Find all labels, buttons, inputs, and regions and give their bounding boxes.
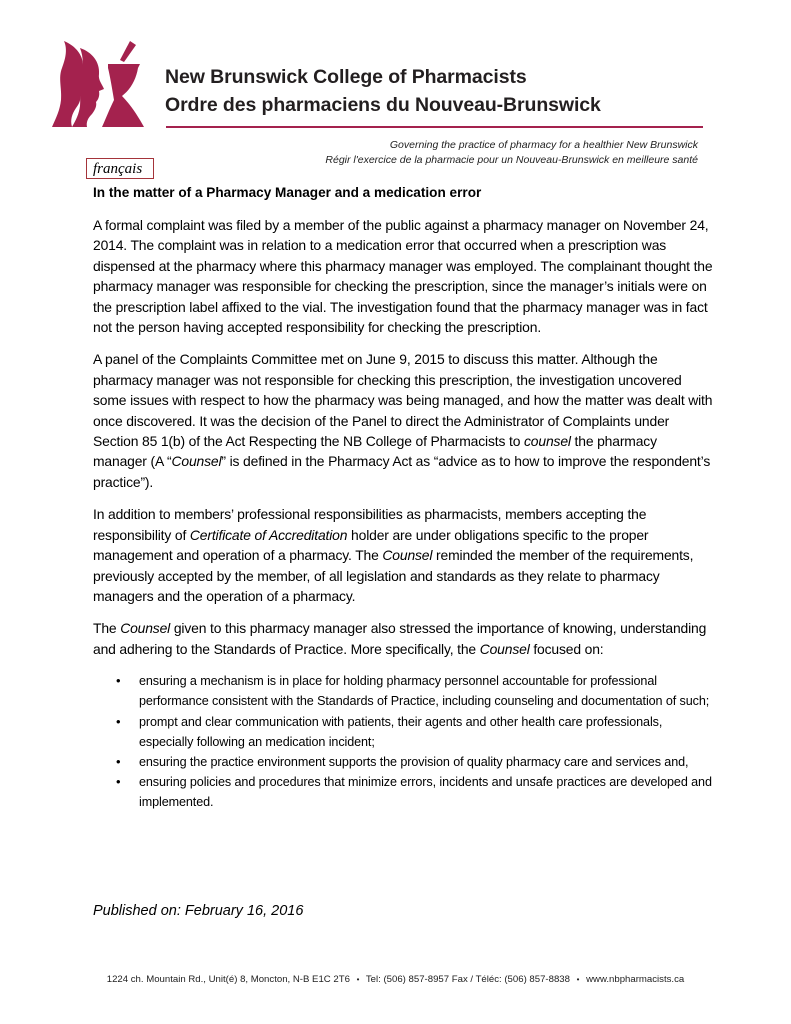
paragraph-text: given to this pharmacy manager also stressed the importance of knowing, understanding and adhering to the Standards of Practice. More specifically, the [93,620,707,657]
college-logo-icon [50,38,146,130]
bullet-icon: • [116,753,121,769]
list-item-text: ensuring a mechanism is in place for holding pharmacy personnel accountable for professional performance consistent with the Standards of Practice, including counseling and documentation of such; [139,674,710,709]
article-title: In the matter of a Pharmacy Manager and a medication error [93,185,482,200]
paragraph [93,504,713,606]
bullet-icon: • [116,673,121,689]
footer-address: 1224 ch. Mountain Rd., Unit(é) 8, Moncton, N-B E1C 2T6 [106,974,350,985]
footer-website-link[interactable]: www.nbpharmacists.ca [586,974,685,985]
list-item [93,671,713,711]
paragraph-text: focused on: [529,640,604,657]
org-name-french: Ordre des pharmaciens du Nouveau-Brunswick [165,94,601,116]
footer-separator: • [576,975,580,984]
header-divider [166,126,703,128]
list-item-text: ensuring policies and procedures that minimize errors, incidents and unsafe practices are developed and implemented. [139,775,712,810]
list-item-text: ensuring the practice environment supports the provision of quality pharmacy care and services and, [139,754,689,769]
published-date: Published on: February 16, 2016 [93,903,304,919]
paragraph-text: reminded the member of the requirements, previously accepted by the member, of all legislation and standards as they relate to pharmacy managers and the operation of a pharmacy. [93,547,694,604]
french-language-link[interactable]: français [86,158,154,179]
org-name-english: New Brunswick College of Pharmacists [165,66,527,88]
paragraph-text: In addition to members’ professional responsibilities as pharmacists, members accepting the responsibility of [93,506,647,543]
article-paragraphs [93,215,713,659]
list-item [93,752,713,772]
paragraph-text: A formal complaint was filed by a member of the public against a pharmacy manager on November 24, 2014. The complaint was in relation to a medication error that occurred when a prescription was dispensed at the pharmacy where this pharmacy manager was employed. The complainant thought the pharmacy manager was responsible for checking the prescription, since the manager’s initials were on the prescription label affixed to the vial. The investigation found that the pharmacy manager was in fact not the person having accepted responsibility for checking the prescription. [93,217,713,336]
list-item [93,712,713,752]
tagline-french: Régir l'exercice de la pharmacie pour un Nouveau-Brunswick en meilleure santé [325,154,698,166]
emphasis-text: Counsel [479,640,530,657]
paragraph [93,215,713,337]
bullet-icon: • [116,774,121,790]
emphasis-text: Certificate of Accreditation [189,526,348,543]
paragraph-text: holder are under obligations specific to the proper management and operation of a pharmacy. The [93,526,649,564]
paragraph-text: ” is defined in the Pharmacy Act as “advice as to how to improve the respondent’s practice”). [93,453,711,490]
paragraph [93,618,713,659]
counsel-focus-list [93,671,713,812]
paragraph [93,349,713,492]
paragraph-text: The [93,620,121,637]
emphasis-text: Counsel [171,453,222,470]
bullet-icon: • [116,713,121,729]
article-body [93,183,713,813]
emphasis-text: counsel [524,433,571,450]
paragraph-text: the pharmacy manager (A “ [93,433,657,470]
list-item-text: prompt and clear communication with patients, their agents and other health care professionals, especially following an medication incident; [139,714,663,749]
paragraph-text: A panel of the Complaints Committee met on June 9, 2015 to discuss this matter. Although the pharmacy manager was not responsible for checking this prescription, the investigation uncovered some issues with respect to how the pharmacy was being managed, and how the matter was dealt with once discovered. It was the decision of the Panel to direct the Administrator of Complaints under Section 85 1(b) of the Act Respecting the NB College of Pharmacists to [93,351,713,450]
tagline-english: Governing the practice of pharmacy for a healthier New Brunswick [389,139,698,151]
footer-contact [0,974,791,985]
list-item [93,772,713,812]
emphasis-text: Counsel [120,620,171,637]
footer-phone-fax: Tel: (506) 857-8957 Fax / Téléc: (506) 857-8838 [365,974,570,985]
footer-separator: • [356,975,360,984]
emphasis-text: Counsel [382,547,433,564]
